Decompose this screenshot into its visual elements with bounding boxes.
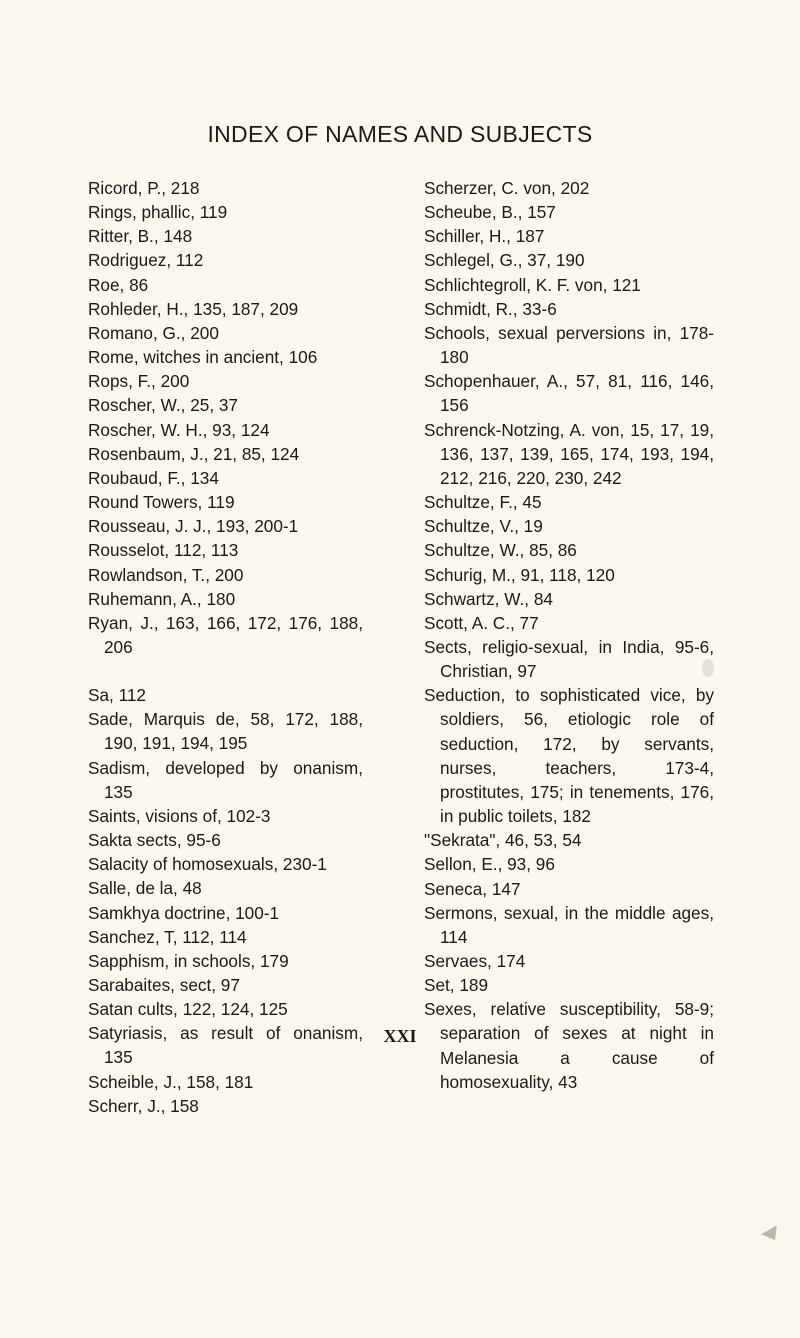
index-entry: Schrenck-Notzing, A. von, 15, 17, 19, 136, 137, 139, 165, 174, 193, 194, 212, 216, 220, 230, 242: [424, 419, 714, 488]
index-entry: Rowlandson, T., 200: [88, 564, 244, 585]
index-entry: Scott, A. C., 77: [424, 612, 539, 633]
index-entry: Sermons, sexual, in the middle ages, 114: [424, 902, 714, 947]
index-entry: Schlichtegroll, K. F. von, 121: [424, 274, 641, 295]
index-entry: Seneca, 147: [424, 878, 521, 899]
index-entry: Rome, witches in ancient, 106: [88, 347, 318, 368]
index-entry: Schmidt, R., 33-6: [424, 298, 557, 319]
index-entry: Roubaud, F., 134: [88, 467, 219, 488]
index-entry: Servaes, 174: [424, 951, 526, 971]
index-entry: Schultze, F., 45: [424, 492, 542, 513]
index-entry: Salacity of homosexuals, 230-1: [88, 854, 327, 875]
index-entry: Samkhya doctrine, 100-1: [88, 902, 280, 923]
index-entry: Sapphism, in schools, 179: [88, 950, 289, 971]
corner-mark: [761, 1225, 783, 1244]
index-entry: Sadism, developed by onanism, 135: [88, 757, 363, 802]
index-entry: Schurig, M., 91, 118, 120: [424, 564, 615, 585]
index-entry: Ritter, B., 148: [88, 226, 193, 247]
index-entry: Rings, phallic, 119: [88, 202, 228, 223]
index-entry: Rousseau, J. J., 193, 200-1: [88, 516, 299, 537]
index-entry: Rohleder, H., 135, 187, 209: [88, 298, 299, 319]
index-entry: Rodriguez, 112: [88, 250, 204, 271]
index-entry: Rops, F., 200: [88, 371, 190, 392]
index-entry: Schlegel, G., 37, 190: [424, 250, 585, 271]
index-entry: Sellon, E., 93, 96: [424, 854, 555, 875]
index-entry: Scherzer, C. von, 202: [424, 178, 590, 198]
page-number: XXI: [383, 1026, 417, 1046]
index-entry: Ryan, J., 163, 166, 172, 176, 188, 206: [88, 612, 363, 657]
index-entry: Schwartz, W., 84: [424, 588, 553, 609]
index-entry: Schiller, H., 187: [424, 226, 545, 247]
index-entry: Set, 189: [424, 975, 489, 996]
index-entry: Roscher, W., 25, 37: [88, 395, 238, 416]
index-entry: Sanchez, T, 112, 114: [88, 926, 247, 947]
right-index-column: [424, 176, 714, 1094]
page-title: INDEX OF NAMES AND SUBJECTS: [207, 121, 593, 147]
index-entry: Sade, Marquis de, 58, 172, 188, 190, 191, 194, 195: [88, 709, 363, 754]
index-entry: Romano, G., 200: [88, 322, 219, 343]
left-index-column: [88, 176, 363, 1118]
index-entry: Seduction, to sophisticated vice, by soldiers, 56, etiologic role of seduction, 172, by servants, nurses, teachers, 173-4, prostitutes, 175; in tenements, 176, in public toilets, 182: [424, 685, 714, 827]
index-entry: Ricord, P., 218: [88, 178, 200, 198]
index-entry: Schultze, V., 19: [424, 516, 543, 537]
index-entry: Satan cults, 122, 124, 125: [88, 999, 288, 1020]
index-entry: Roscher, W. H., 93, 124: [88, 419, 270, 440]
index-entry: Sakta sects, 95-6: [88, 830, 221, 851]
index-entry: Scheible, J., 158, 181: [88, 1071, 254, 1092]
index-entry: Schultze, W., 85, 86: [424, 540, 577, 561]
index-entry: "Sekrata", 46, 53, 54: [424, 830, 582, 851]
index-entry: Sarabaites, sect, 97: [88, 975, 240, 995]
index-entry: Salle, de la, 48: [88, 878, 202, 899]
index-entry: Satyriasis, as result of onanism, 135: [88, 1023, 363, 1068]
index-entry: Rosenbaum, J., 21, 85, 124: [88, 443, 300, 464]
index-entry: Schopenhauer, A., 57, 81, 116, 146, 156: [424, 371, 714, 416]
index-entry: Rousselot, 112, 113: [88, 540, 239, 561]
index-entry: Roe, 86: [88, 274, 149, 295]
index-entry: Scheube, B., 157: [424, 202, 556, 223]
paper-smudge: [702, 659, 714, 677]
index-entry: Ruhemann, A., 180: [88, 588, 236, 609]
index-entry: Round Towers, 119: [88, 492, 235, 513]
index-entry: Scherr, J., 158: [88, 1095, 199, 1116]
index-entry: Sects, religio-sexual, in India, 95-6, Christian, 97: [424, 636, 714, 682]
section-gap: [88, 659, 363, 683]
index-entry: Schools, sexual perversions in, 178-180: [424, 322, 714, 368]
index-entry: Sa, 112: [88, 685, 146, 706]
index-entry: Saints, visions of, 102-3: [88, 805, 271, 826]
index-entry: Sexes, relative susceptibility, 58-9; separation of sexes at night in Melanesia a cause of homosexuality, 43: [424, 999, 714, 1092]
